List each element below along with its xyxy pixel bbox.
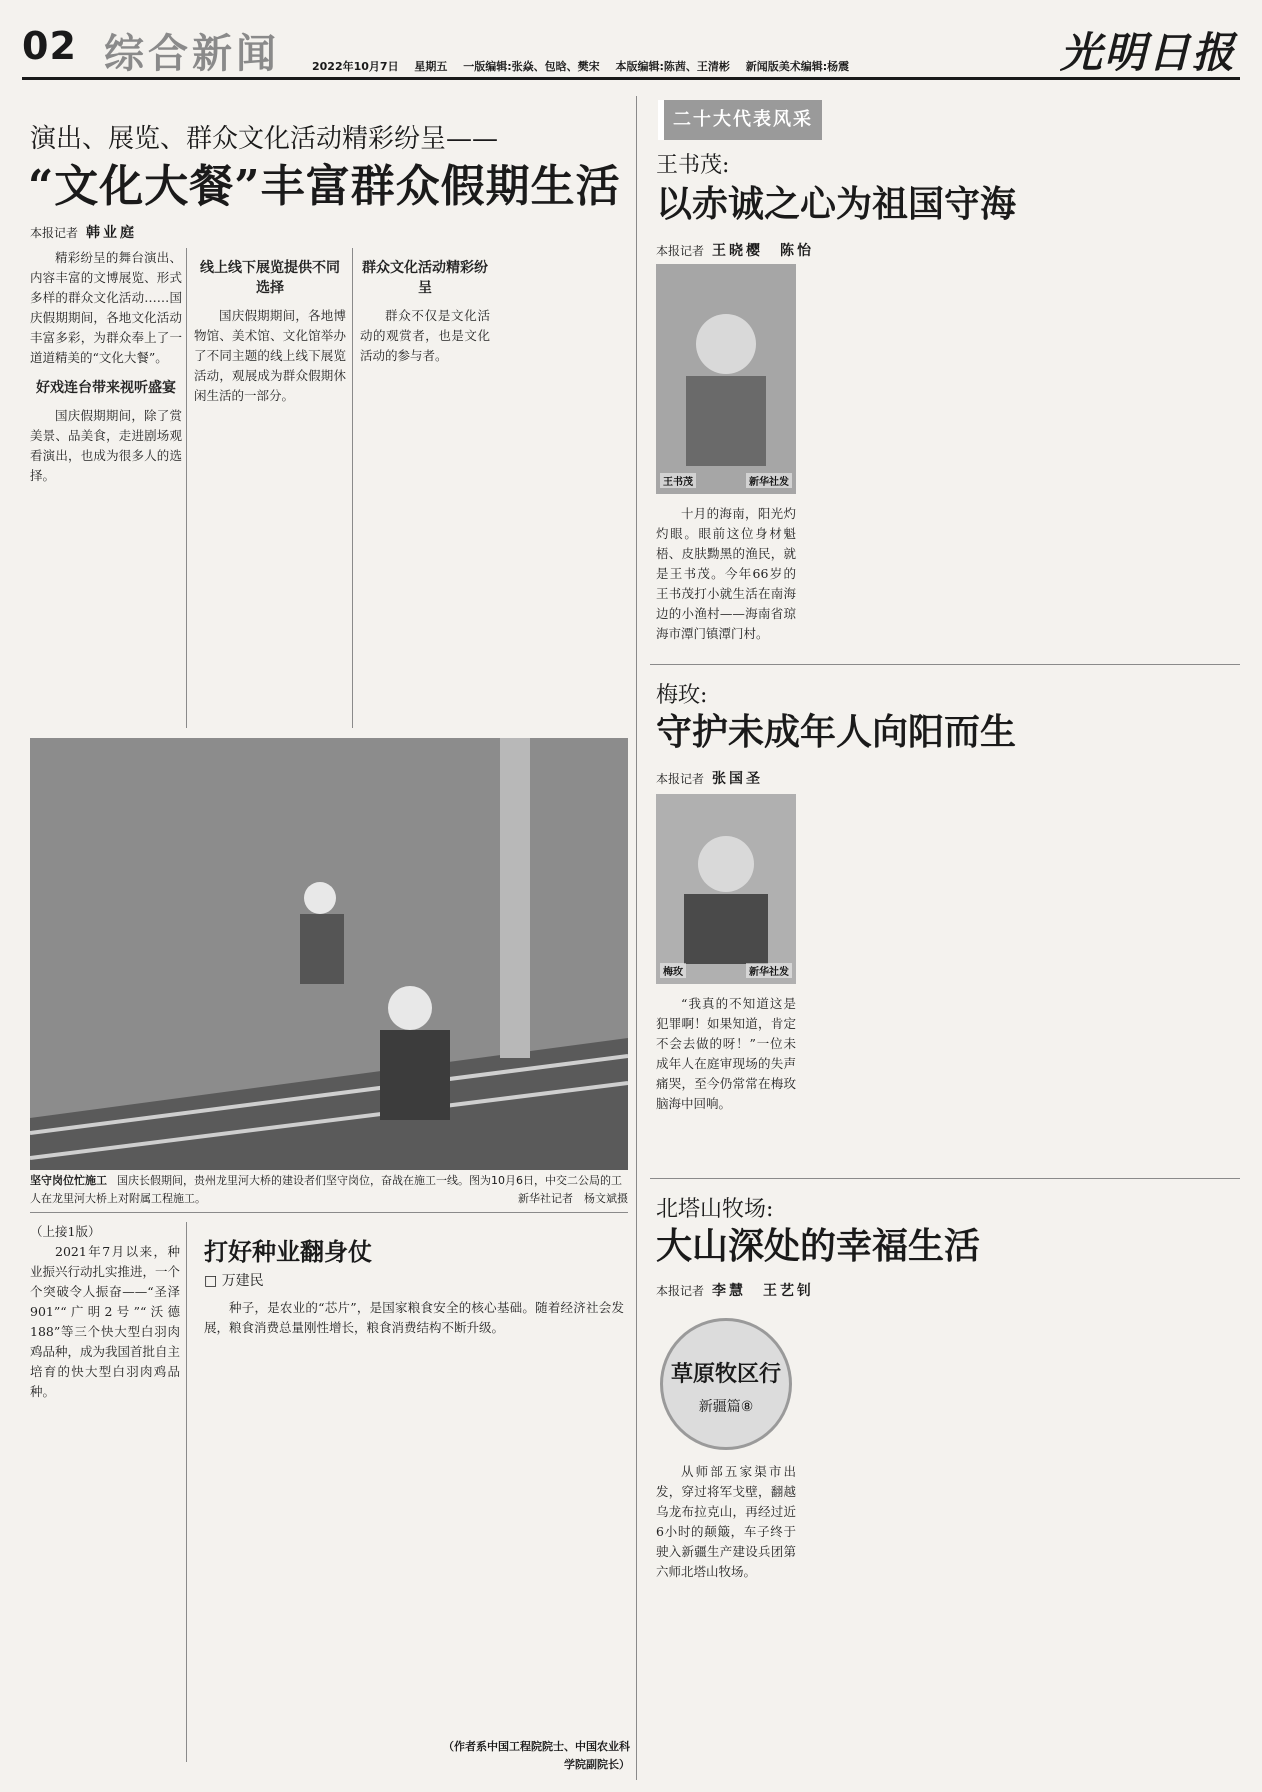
byline-name: 李慧 王艺钊 xyxy=(712,1283,815,1299)
caption-text: 国庆长假期间，贵州龙里河大桥的建设者们坚守岗位，奋战在施工一线。图为10月6日，中交二公局的工人在龙里河大桥上对附属工程施工。 xyxy=(30,1174,622,1205)
caption-credit: 新华社记者 杨文斌摄 xyxy=(518,1192,628,1205)
rep2-text: “我真的不知道这是犯罪啊！如果知道，肯定不会去做的呀！”一位未成年人在庭审现场的失声痛哭，至今仍常常在梅玫脑海中回响。 xyxy=(656,996,796,1111)
page-divider xyxy=(636,96,637,1780)
lead-column-2 xyxy=(194,248,346,408)
page-number: 02 xyxy=(22,24,77,68)
lead-kicker: 演出、展览、群众文化活动精彩纷呈—— xyxy=(30,124,499,154)
issue-date: 2022年10月7日 xyxy=(312,60,399,73)
byline-label: 本报记者 xyxy=(656,244,705,258)
rep1-byline xyxy=(656,240,814,260)
commentary-author-note: （作者系中国工程院院士、中国农业科学院副院长） xyxy=(443,1740,630,1771)
section-rule xyxy=(650,1178,1240,1179)
rep3-body xyxy=(656,1462,796,1584)
rep3-text: 从师部五家渠市出发，穿过将军戈壁，翻越乌龙布拉克山，再经过近6小时的颠簸，车子终于驶入新疆生产建设兵团第六师北塔山牧场。 xyxy=(656,1464,796,1579)
seal-subtitle: 新疆篇⑧ xyxy=(698,1399,754,1415)
commentary-title: 打好种业翻身仗 xyxy=(204,1237,372,1266)
continued-column xyxy=(30,1222,180,1404)
rep2-headline: 守护未成年人向阳而生 xyxy=(656,711,1017,753)
lead-sub-2: 线上线下展览提供不同选择 xyxy=(200,260,340,296)
column-rule xyxy=(352,248,353,728)
photo-caption xyxy=(30,1172,628,1208)
art-editor: 新闻版美术编辑:杨震 xyxy=(745,60,850,73)
lead-sub-1-text: 国庆假期期间，除了赏美景、品美食，走进剧场观看演出，也成为很多人的选择。 xyxy=(30,408,182,483)
portrait-illustration xyxy=(656,794,796,984)
photo-credit: 新华社发 xyxy=(746,473,792,488)
rep2-kicker: 梅玫: xyxy=(656,683,708,708)
lead-byline xyxy=(30,222,137,242)
seal-title: 草原牧区行 xyxy=(670,1361,781,1387)
rep2-body xyxy=(656,994,796,1116)
byline-label: 本报记者 xyxy=(30,226,79,240)
rep3-byline xyxy=(656,1280,814,1300)
continued-label: （上接1版） xyxy=(30,1224,101,1239)
author-name: 万建民 xyxy=(221,1273,264,1289)
lead-column-3 xyxy=(360,248,490,368)
rep2-byline xyxy=(656,768,763,788)
rep3-headline: 大山深处的幸福生活 xyxy=(656,1225,981,1267)
column-rule xyxy=(186,248,187,728)
rep1-text: 十月的海南，阳光灼灼眼。眼前这位身材魁梧、皮肤黝黑的渔民，就是王书茂。今年66岁的王书茂打小就生活在南海边的小渔村——海南省琼海市潭门镇潭门村。 xyxy=(656,506,796,641)
issue-meta xyxy=(312,58,861,74)
continued-text: 2021年7月以来，种业振兴行动扎实推进，一个个突破令人振奋——“圣泽901”“广明2号”“沃德188”等三个快大型白羽肉鸡品种，成为我国首批自主培育的快大型白羽肉鸡品种。 xyxy=(30,1244,181,1399)
photo-name: 王书茂 xyxy=(660,473,696,488)
lead-intro: 精彩纷呈的舞台演出、内容丰富的文博展览、形式多样的群众文化活动……国庆假期期间，各地文化活动丰富多彩，为群众奉上了一道道精美的“文化大餐”。 xyxy=(30,250,182,365)
photo-credit: 新华社发 xyxy=(746,963,792,978)
lead-sub-3-text: 群众不仅是文化活动的观赏者，也是文化活动的参与者。 xyxy=(360,308,490,363)
rep1-body xyxy=(656,504,796,646)
rep1-headline: 以赤诚之心为祖国守海 xyxy=(656,183,1017,225)
byline-name: 王晓樱 陈怡 xyxy=(712,243,815,259)
caption-title: 坚守岗位忙施工 xyxy=(30,1174,107,1187)
commentary-body xyxy=(204,1298,624,1340)
byline-name: 张国圣 xyxy=(712,771,764,787)
construction-photo xyxy=(30,738,628,1170)
byline-name: 韩业庭 xyxy=(86,225,138,241)
rep1-kicker: 王书茂: xyxy=(656,153,730,178)
commentary-text: 种子，是农业的“芯片”，是国家粮食安全的核心基础。随着经济社会发展，粮食消费总量刚性增长，粮食消费结构不断升级。 xyxy=(204,1300,624,1335)
lead-headline: “文化大餐”丰富群众假期生活 xyxy=(28,161,621,212)
editors: 一版编辑:张焱、包晗、樊宋 xyxy=(463,60,600,73)
commentary-author: □ 万建民 xyxy=(204,1273,264,1289)
construction-illustration xyxy=(30,738,628,1170)
lead-sub-1: 好戏连台带来视听盛宴 xyxy=(36,380,176,396)
section-title: 综合新闻 xyxy=(104,30,280,77)
lead-column-1 xyxy=(30,248,182,488)
series-seal xyxy=(660,1318,792,1450)
column-tag: 二十大代表风采 xyxy=(658,100,822,140)
editors-2: 本版编辑:陈茜、王清彬 xyxy=(615,60,730,73)
section-rule xyxy=(650,664,1240,665)
lead-sub-2-text: 国庆假期期间，各地博物馆、美术馆、文化馆举办了不同主题的线上线下展览活动，观展成为群众假期休闲生活的一部分。 xyxy=(194,308,346,403)
column-rule xyxy=(186,1222,187,1762)
portrait-illustration xyxy=(656,264,796,494)
issue-weekday: 星期五 xyxy=(414,60,448,73)
rep1-photo xyxy=(656,264,796,494)
photo-name: 梅玫 xyxy=(660,963,686,978)
masthead xyxy=(22,18,1240,80)
byline-label: 本报记者 xyxy=(656,772,705,786)
section-rule xyxy=(30,1212,628,1213)
rep2-photo xyxy=(656,794,796,984)
lead-sub-3: 群众文化活动精彩纷呈 xyxy=(362,260,488,296)
newspaper-logo: 光明日报 xyxy=(1059,28,1236,77)
rep3-kicker: 北塔山牧场: xyxy=(656,1197,774,1222)
byline-label: 本报记者 xyxy=(656,1284,705,1298)
